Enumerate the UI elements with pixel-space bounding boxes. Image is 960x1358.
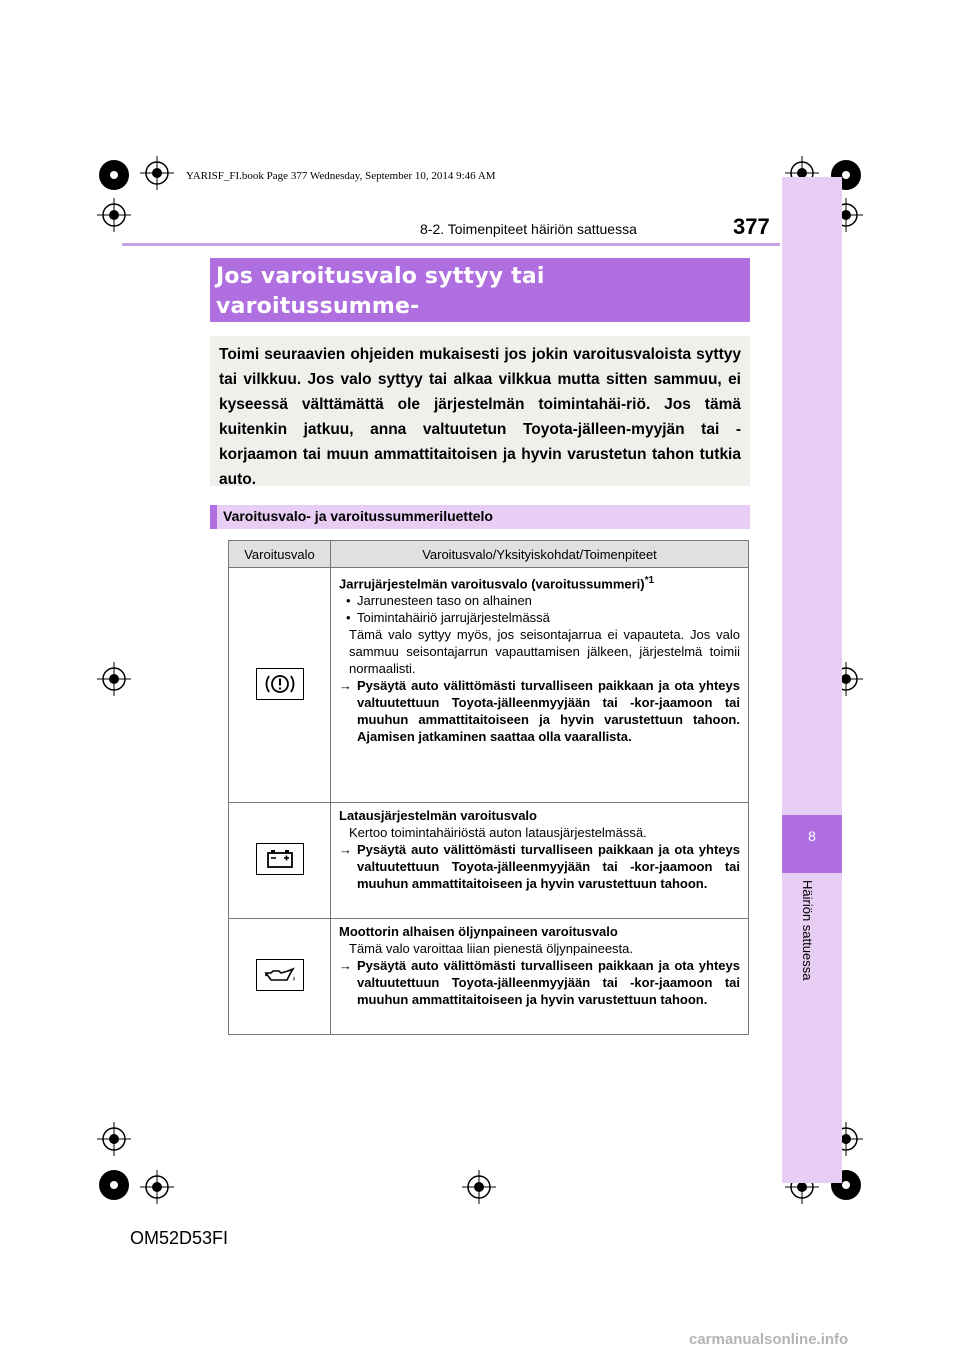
table-cell-details <box>331 803 749 919</box>
side-tab-label: Häiriön sattuessa <box>800 880 815 981</box>
row-action: → Pysäytä auto välittömästi turvalliseen paikkaan ja ota yhteys valtuutettuun Toyota-jälleenmyyjään tai -kor-jaamoon tai muuhun ammattitaitoiseen ja hyvin varustettuun tahoon. <box>339 958 740 1007</box>
table-cell-details <box>331 919 749 1035</box>
print-rosette-top-left <box>97 158 131 192</box>
intro-text: Toimi seuraavien ohjeiden mukaisesti jos jokin varoitusvaloista syttyy tai vilkkuu. Jos valo syttyy tai alkaa vilkkua mutta sitten sammuu, ei kyseessä välttämättä ole järjestelmän toimintahäi-riö. Jos tämä kuitenkin jatkuu, anna valtuutetun Toyota-jälleen-myyjän tai -korjaamon tai muun ammattitaitoisen ja hyvin varustetun tahon tutkia auto. <box>219 346 741 488</box>
table-header-row <box>229 541 749 568</box>
subheading-bar <box>210 505 217 529</box>
action-arrow-icon: → <box>339 958 352 973</box>
header-rule <box>122 243 780 246</box>
table-cell-icon <box>229 919 331 1035</box>
row-description: Tämä valo syttyy myös, jos seisontajarrua ei vapauteta. Jos valo sammuu seisontajarrun vapauttamisen jälkeen, järjestelmä toimii normaalisti. <box>349 627 740 677</box>
registration-mark-bottom-left <box>140 1170 174 1204</box>
row-title: Moottorin alhaisen öljynpaineen varoitusvalo <box>339 924 618 939</box>
page-number: 377 <box>733 214 770 239</box>
warning-light-table <box>228 540 749 1035</box>
header-section-title: 8-2. Toimenpiteet häiriön sattuessa <box>420 221 637 237</box>
action-arrow-icon: → <box>339 678 352 694</box>
table-header-warning-light: Varoitusvalo <box>229 541 331 568</box>
registration-mark-bottom-center <box>462 1170 496 1204</box>
list-item: • Jarrunesteen taso on alhainen <box>339 592 740 609</box>
brake-warning-icon <box>256 668 304 700</box>
table-row <box>229 803 749 919</box>
row-action: → Pysäytä auto välittömästi turvalliseen paikkaan ja ota yhteys valtuutettuun Toyota-jälleenmyyjään tai -kor-jaamoon tai muuhun ammattitaitoiseen ja hyvin varustettuun tahoon. <box>339 842 740 891</box>
action-arrow-icon: → <box>339 842 352 857</box>
registration-mark-left-lower <box>97 1122 131 1156</box>
list-item: • Toimintahäiriö jarrujärjestelmässä <box>339 609 740 626</box>
side-tab-number: 8 <box>808 828 816 844</box>
row-title: Jarrujärjestelmän varoitusvalo (varoitussummeri)$^{*1}$ <box>339 575 655 592</box>
row-description: Tämä valo varoittaa liian pienestä öljynpaineesta. <box>349 941 634 956</box>
table-cell-icon <box>229 803 331 919</box>
table-row <box>229 568 749 803</box>
registration-mark-left-middle <box>97 662 131 696</box>
row-title: Latausjärjestelmän varoitusvalo <box>339 808 537 823</box>
watermark: carmanualsonline.info <box>689 1331 849 1348</box>
registration-mark-top-left <box>140 156 174 190</box>
oil-pressure-icon <box>256 959 304 991</box>
table-header-details: Varoitusvalo/Yksityiskohdat/Toimenpiteet <box>331 541 749 568</box>
side-tab-number-box <box>782 815 842 873</box>
footer-document-code: OM52D53FI <box>130 1228 229 1248</box>
print-info-line: YARISF_FI.book Page 377 Wednesday, September 10, 2014 9:46 AM <box>186 170 496 182</box>
subheading: Varoitusvalo- ja varoitussummeriluettelo <box>223 508 493 524</box>
table-cell-details <box>331 568 749 803</box>
print-rosette-bottom-left <box>97 1168 131 1202</box>
row-description: Kertoo toimintahäiriöstä auton latausjärjestelmässä. <box>349 825 647 840</box>
battery-charge-icon <box>256 843 304 875</box>
table-cell-icon <box>229 568 331 803</box>
registration-mark-left-upper <box>97 198 131 232</box>
table-row <box>229 919 749 1035</box>
side-tab-strip <box>782 177 842 1183</box>
main-heading-line-1: Jos varoitusvalo syttyy tai varoitussumme- <box>216 264 545 319</box>
row-action: → Pysäytä auto välittömästi turvalliseen paikkaan ja ota yhteys valtuutettuun Toyota-jälleenmyyjään tai -kor-jaamoon tai muuhun ammattitaitoiseen ja hyvin varustettuun tahoon. Ajamisen jatkaminen saattaa olla vaarallista. <box>339 678 740 745</box>
footnote-marker: *1 <box>644 575 655 586</box>
